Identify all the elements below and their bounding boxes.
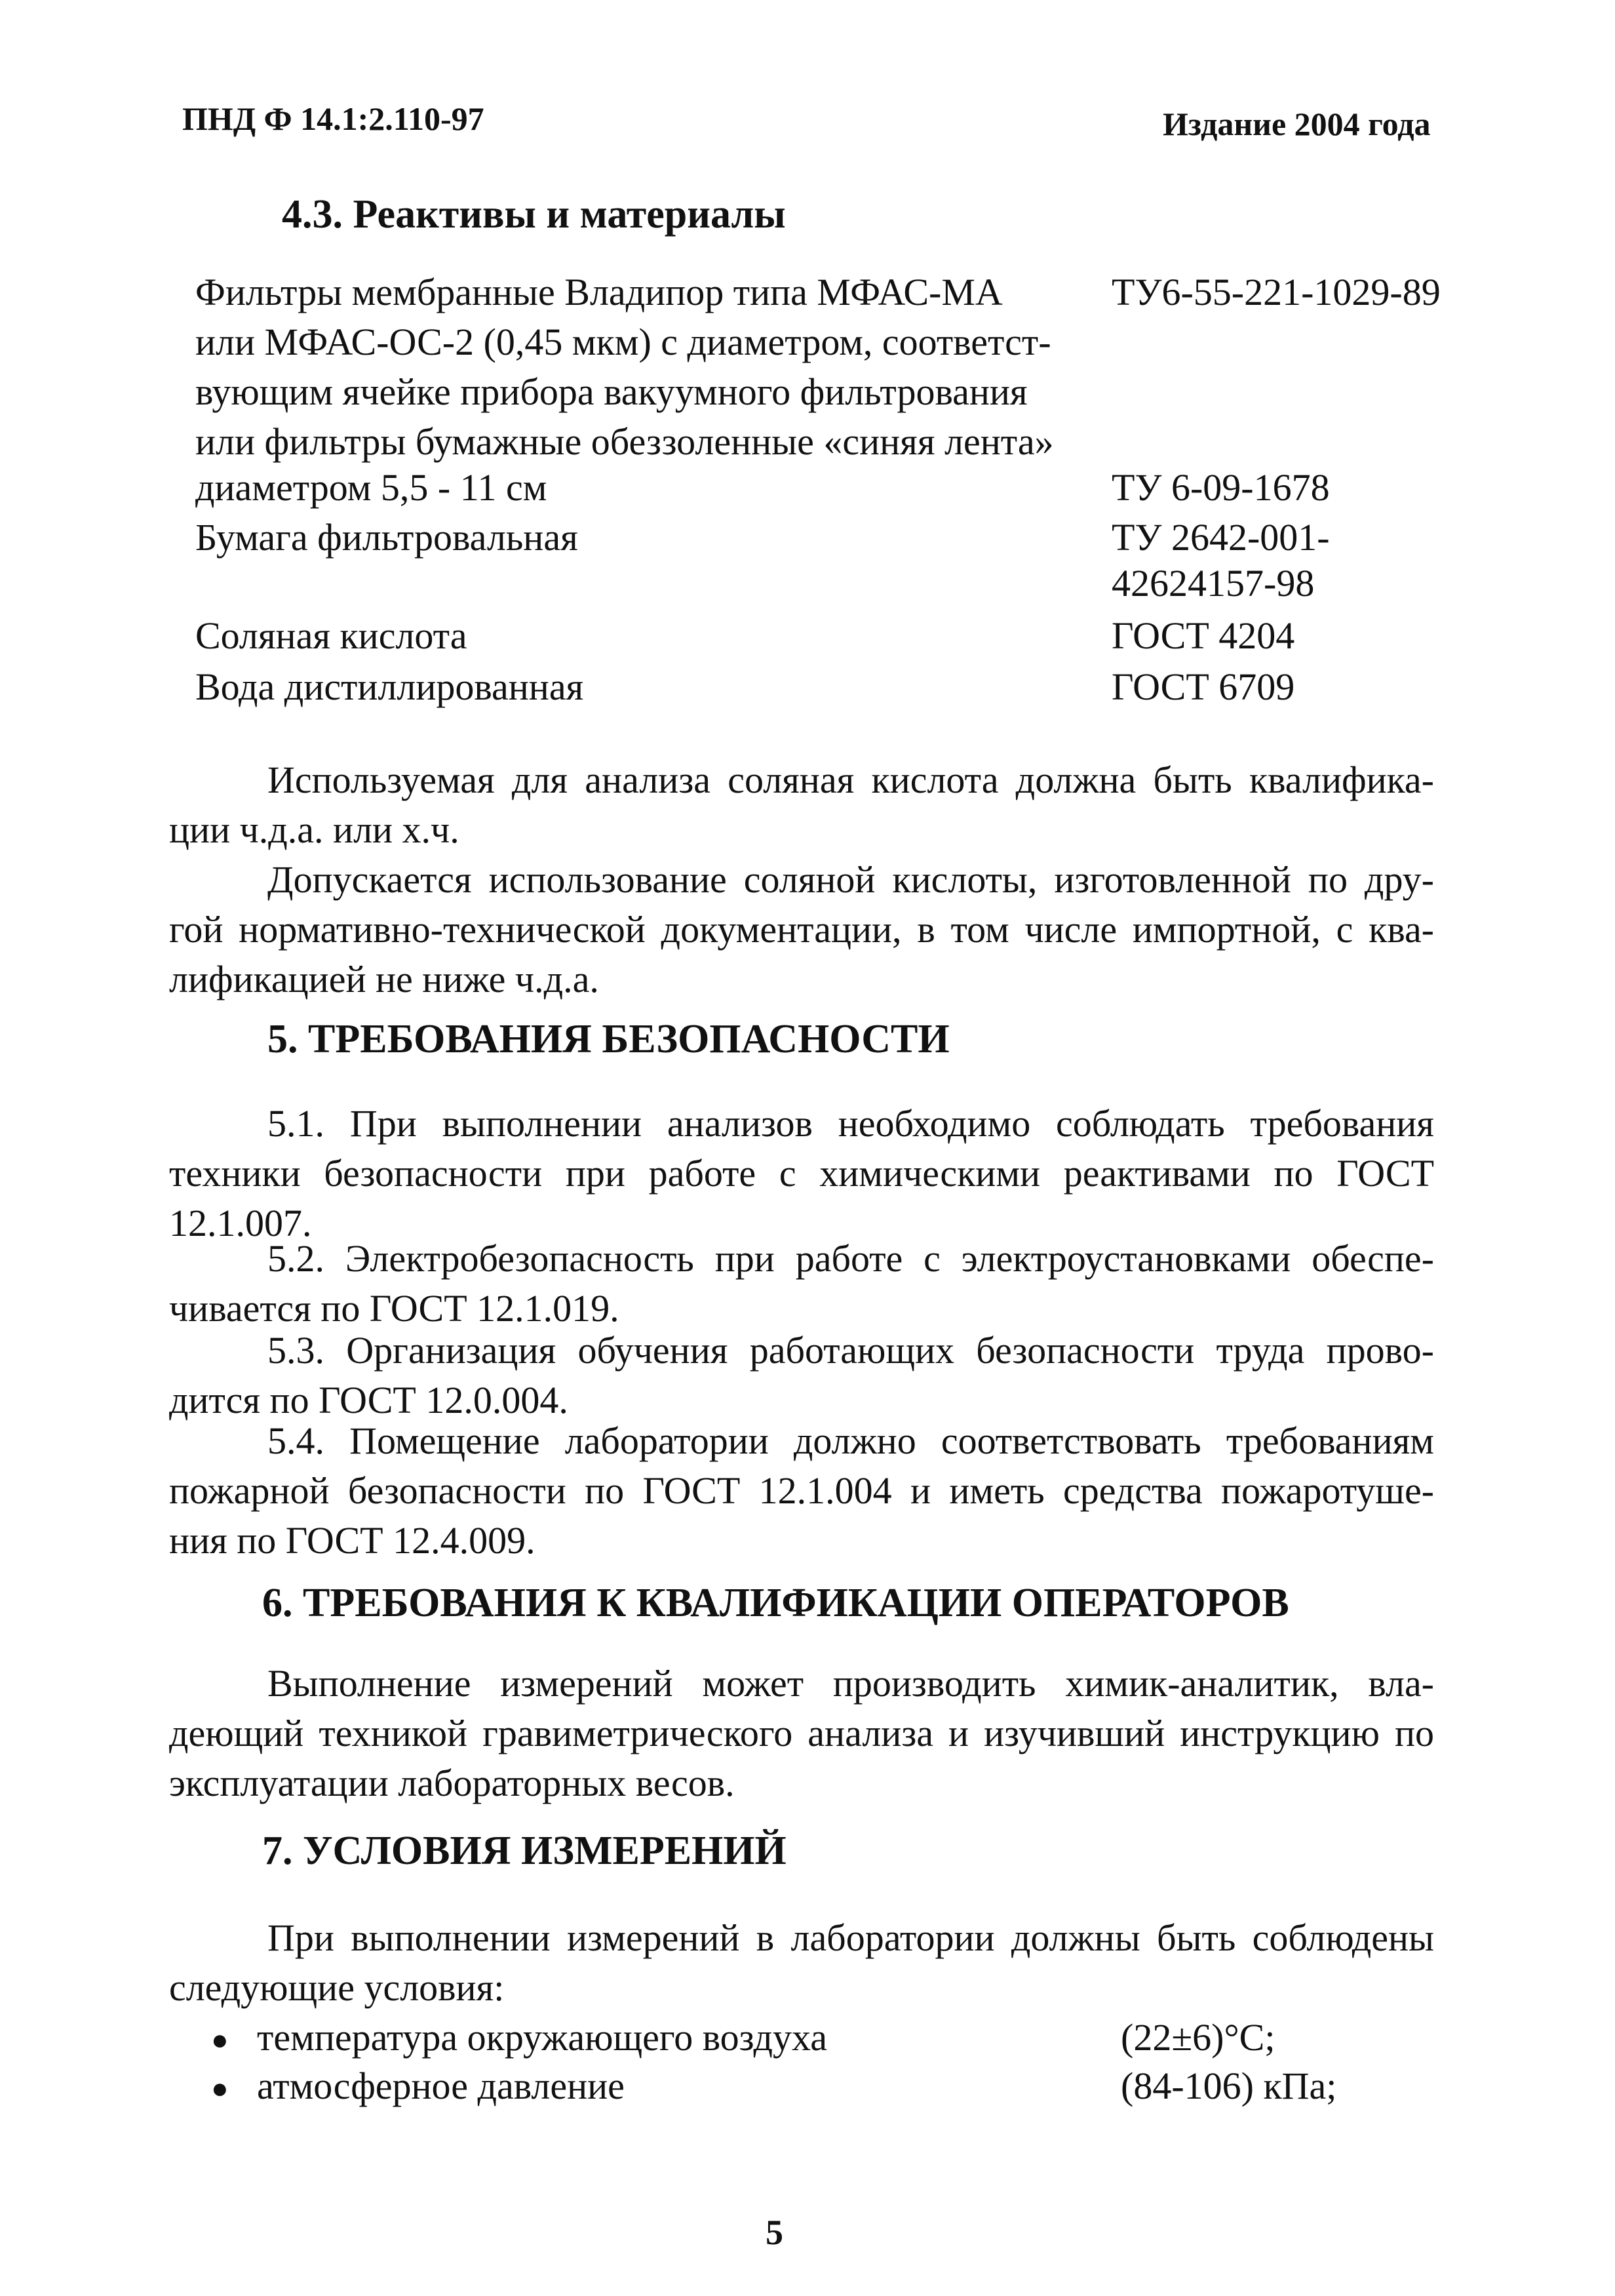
section-7-title: 7. УСЛОВИЯ ИЗМЕРЕНИЙ [262,1829,787,1873]
safety-paragraph-5-3: 5.3. Организация обучения работающих безопасности труда прово- дится по ГОСТ 12.0.004. [169,1329,1434,1421]
material-line: Фильтры мембранные Владипор типа МФАС-МА [195,271,1003,313]
document-code: ПНД Ф 14.1:2.110-97 [182,100,484,137]
condition-label: атмосферное давление [257,2065,625,2107]
condition-label: температура окружающего воздуха [257,2016,828,2059]
material-line: или фильтры бумажные обеззоленные «синяя лента» [195,420,1054,463]
condition-value: (84-106) кПа; [1121,2065,1337,2107]
bullet-icon: ● [211,2072,229,2105]
material-standard: ГОСТ 6709 [1112,665,1295,708]
safety-paragraph-5-1: 5.1. При выполнении анализов необходимо соблюдать требования техники безопасности при работе с химическими реактивами по ГОСТ 12.1.007. [169,1102,1434,1244]
section-4-3-title: 4.3. Реактивы и материалы [282,192,786,237]
section-6-title: 6. ТРЕБОВАНИЯ К КВАЛИФИКАЦИИ ОПЕРАТОРОВ [262,1581,1289,1625]
material-standard: ТУ 2642-001- [1112,516,1330,559]
material-line: вующим ячейке прибора вакуумного фильтрования [195,370,1028,413]
material-line: Вода дистиллированная [195,665,584,708]
condition-value: (22±6)°С; [1121,2016,1275,2059]
material-line: или МФАС-ОС-2 (0,45 мкм) с диаметром, соответст- [195,321,1051,363]
safety-paragraph-5-2: 5.2. Электробезопасность при работе с электроустановками обеспе- чивается по ГОСТ 12.1.019. [169,1237,1434,1330]
material-line: Бумага фильтровальная [195,516,578,559]
material-standard: ГОСТ 4204 [1112,614,1295,657]
conditions-intro-paragraph: При выполнении измерений в лаборатории должны быть соблюдены следующие условия: [169,1916,1434,2009]
safety-paragraph-5-4: 5.4. Помещение лаборатории должно соответствовать требованиям пожарной безопасности по ГОСТ 12.1.004 и иметь средства пожаротуше- ния по ГОСТ 12.4.009. [169,1419,1434,1562]
page-number: 5 [766,2213,783,2252]
edition-label: Издание 2004 года [1163,106,1431,142]
material-line: Соляная кислота [195,614,467,657]
material-line: диаметром 5,5 - 11 см [195,466,547,509]
acid-qualification-paragraph: Используемая для анализа соляная кислота должна быть квалифика- ции ч.д.а. или х.ч. [169,759,1434,851]
acid-alternative-paragraph: Допускается использование соляной кислоты, изготовленной по дру- гой нормативно-технической документации, в том числе импортной, с ква- лификацией не ниже ч.д.а. [169,858,1434,1000]
material-standard-cont: 42624157-98 [1112,562,1315,604]
material-standard: ТУ 6-09-1678 [1112,466,1330,509]
section-5-title: 5. ТРЕБОВАНИЯ БЕЗОПАСНОСТИ [267,1017,950,1061]
material-standard: ТУ6-55-221-1029-89 [1112,271,1441,313]
operator-qualification-paragraph: Выполнение измерений может производить химик-аналитик, вла- деющий техникой гравиметрического анализа и изучивший инструкцию по эксплуатации лабораторных весов. [169,1662,1434,1804]
bullet-icon: ● [211,2024,229,2056]
